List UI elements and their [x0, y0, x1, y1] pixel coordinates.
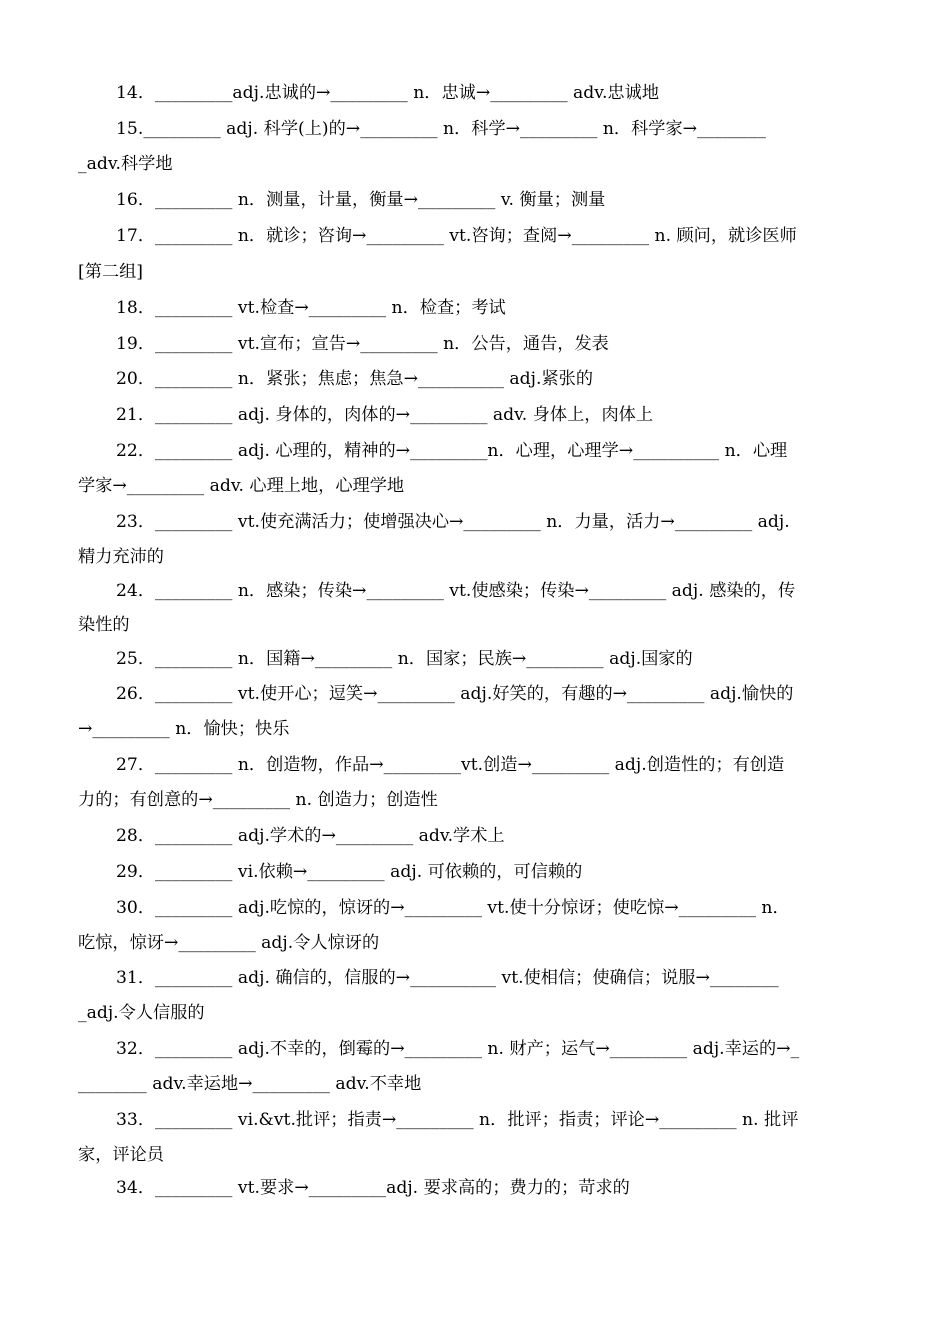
exercise-line-23-cont: 精力充沛的: [78, 547, 164, 567]
exercise-line-16: 16．_________ n．测量，计量，衡量→_________ v. 衡量；测量: [116, 190, 606, 210]
exercise-line-26-cont: →_________ n．愉快；快乐: [78, 719, 290, 739]
exercise-line-33: 33．_________ vi.&vt.批评；指责→_________ n．批评；指责；评论→_________ n. 批评: [116, 1110, 799, 1130]
exercise-line-30-cont: 吃惊，惊讶→_________ adj.令人惊讶的: [78, 933, 380, 953]
exercise-line-32-cont: ________ adv.幸运地→_________ adv.不幸地: [78, 1074, 422, 1094]
exercise-line-31: 31．_________ adj. 确信的，信服的→__________ vt.使相信；使确信；说服→________: [116, 968, 779, 988]
exercise-line-33-cont: 家，评论员: [78, 1145, 164, 1165]
exercise-line-24: 24．_________ n．感染；传染→_________ vt.使感染；传染→_________ adj. 感染的，传: [116, 581, 796, 601]
exercise-line-17: 17．_________ n．就诊；咨询→_________ vt.咨询；查阅→_________ n. 顾问，就诊医师: [116, 226, 797, 246]
exercise-line-30: 30．_________ adj.吃惊的，惊讶的→_________ vt.使十分惊讶；使吃惊→_________ n．: [116, 898, 790, 918]
exercise-line-29: 29．_________ vi.依赖→_________ adj. 可依赖的，可信赖的: [116, 862, 583, 882]
exercise-line-24-cont: 染性的: [78, 615, 130, 635]
exercise-line-25: 25．_________ n．国籍→_________ n．国家；民族→_________ adj.国家的: [116, 649, 693, 669]
exercise-line-20: 20．_________ n．紧张；焦虑；焦急→__________ adj.紧张的: [116, 369, 594, 389]
exercise-line-34: 34．_________ vt.要求→_________adj. 要求高的；费力的；苛求的: [116, 1178, 630, 1198]
exercise-line-31-cont: _adj.令人信服的: [78, 1003, 205, 1023]
exercise-line-28: 28．_________ adj.学术的→_________ adv.学术上: [116, 826, 505, 846]
exercise-line-14: 14．_________adj.忠诚的→_________ n．忠诚→_________ adv.忠诚地: [116, 83, 660, 103]
exercise-line-32: 32．_________ adj.不幸的，倒霉的→_________ n. 财产；运气→_________ adj.幸运的→_: [116, 1039, 800, 1059]
exercise-line-27-cont: 力的；有创意的→_________ n. 创造力；创造性: [78, 790, 438, 810]
exercise-line-27: 27．_________ n．创造物，作品→_________vt.创造→_________ adj.创造性的；有创造: [116, 755, 785, 775]
exercise-line-26: 26．_________ vt.使开心；逗笑→_________ adj.好笑的，有趣的→_________ adj.愉快的: [116, 684, 794, 704]
exercise-line-22-cont: 学家→_________ adv. 心理上地，心理学地: [78, 476, 405, 496]
exercise-line-23: 23．_________ vt.使充满活力；使增强决心→_________ n．力量，活力→_________ adj.: [116, 512, 790, 532]
exercise-line-21: 21．_________ adj. 身体的，肉体的→_________ adv. 身体上，肉体上: [116, 405, 654, 425]
section-heading-group-2: [第二组]: [78, 262, 143, 282]
exercise-line-15: 15._________ adj. 科学(上)的→_________ n．科学→_________ n．科学家→________: [116, 119, 766, 139]
exercise-line-19: 19．_________ vt.宣布；宣告→_________ n．公告，通告，发表: [116, 334, 609, 354]
exercise-line-18: 18．_________ vt.检查→_________ n．检查；考试: [116, 298, 506, 318]
exercise-line-22: 22．_________ adj. 心理的，精神的→_________n．心理，心理学→__________ n．心理: [116, 441, 788, 461]
exercise-line-15-cont: _adv.科学地: [78, 154, 173, 174]
